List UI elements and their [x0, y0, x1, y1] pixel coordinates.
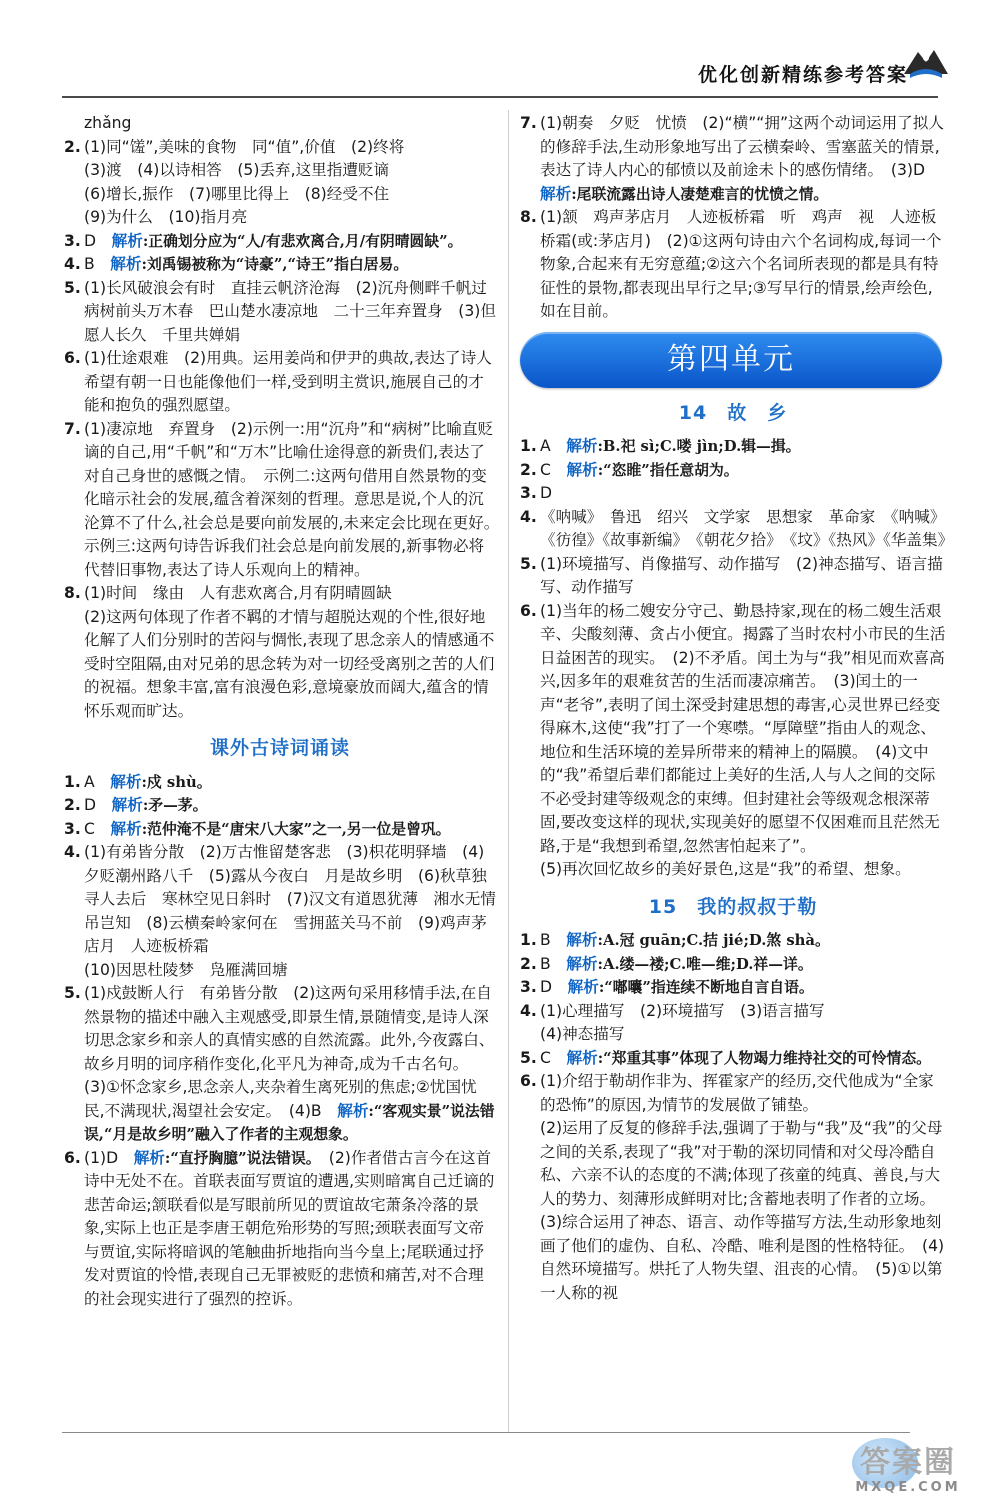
right-block2-continuation: (5)再次回忆故乡的美好景色,这是“我”的希望、想象。	[540, 860, 911, 878]
left-block2	[64, 771, 496, 1312]
answer-main: C	[540, 460, 567, 479]
answer-item	[64, 818, 496, 842]
answer-number: 8.	[64, 584, 81, 602]
answer-number: 6.	[64, 1148, 81, 1167]
analysis-note: :“嘟囔”指连续不断地自言自语。	[598, 979, 814, 996]
analysis-note: :A.冠 guān;C.拮 jié;D.煞 shà。	[597, 932, 830, 949]
answer-main: B	[84, 255, 111, 273]
answer-main: C	[540, 1048, 567, 1067]
answer-main: B	[540, 931, 567, 949]
answer-item	[64, 112, 496, 136]
column-divider	[508, 110, 509, 1432]
page-header	[0, 0, 1000, 100]
right-column	[520, 112, 954, 1305]
answer-text	[540, 1047, 946, 1071]
analysis-label: 解析	[111, 231, 143, 250]
footer-rule	[62, 1432, 910, 1433]
answer-main: zhǎng	[84, 114, 132, 132]
analysis-label: 解析	[110, 255, 142, 273]
analysis-label: 解析	[566, 1048, 598, 1067]
analysis-note: :“客观实景”说法错误,“月是故乡明”融入了作者的主观想象。	[84, 1102, 495, 1143]
answer-number: 5.	[520, 1048, 537, 1067]
analysis-label: 解析	[540, 184, 572, 203]
right-block3	[520, 929, 946, 1117]
answer-item	[64, 418, 508, 583]
analysis-label: 解析	[566, 954, 598, 973]
answer-text	[84, 1147, 496, 1312]
watermark-big: 答案圈	[860, 1445, 956, 1480]
answer-item	[520, 112, 946, 206]
answer-number: 4.	[64, 843, 81, 861]
right-block3-continuation: (2)运用了反复的修辞手法,强调了于勒与“我”及“我”的父母之间的关系,表现了“我”对于勒的深切同情和对父母冷酷自私、六亲不认的态度的不满;体现了孩童的纯真、善良,与大人的势力、刻薄形成鲜明对比;含蓄地表明了作者的立场。 (3)综合运用了神态、语言、动作等描写方法,生动形象地刻画了他们的虚伪、自私、冷酷、唯利是图的性格特征。 (4)自然环境描写。烘托了人物失望、沮丧的心情。 (5)①以第一人称的视	[540, 1119, 945, 1302]
answer-main: (1)仕途艰难 (2)用典。运用姜尚和伊尹的典故,表达了诗人希望有朝一日也能像他们一样,受到明主赏识,施展自己的才能和抱负的强烈愿望。	[84, 349, 492, 414]
left-block1-continuation: (2)这两句体现了作者不羁的才情与超脱达观的个性,很好地化解了人们分别时的苦闷与惆怅,表现了思念亲人的情感通不受时空阻隔,由对兄弟的思念转为对一切经受离别之苦的人们的祝福。想象丰富,富有浪漫色彩,意境豪放而阔大,蕴含的情怀乐观而旷达。	[84, 607, 495, 720]
answer-number: 2.	[64, 796, 81, 814]
answer-number: 2.	[64, 137, 81, 156]
answer-text	[84, 771, 496, 795]
right-block1	[520, 112, 946, 324]
answer-text	[84, 418, 508, 583]
left-column	[64, 112, 508, 1311]
answer-text	[84, 136, 496, 230]
answer-number: 7.	[520, 114, 537, 132]
answer-text	[84, 277, 503, 348]
unit-banner: 第四单元	[520, 332, 942, 388]
analysis-label: 解析	[110, 772, 142, 791]
left-block1	[64, 112, 508, 606]
answer-item	[64, 771, 496, 795]
answer-main: (1)心理描写 (2)环境描写 (3)语言描写 (4)神态描写	[540, 1001, 825, 1043]
analysis-note: :A.缕—褛;C.唯—维;D.祥—详。	[597, 955, 813, 973]
answer-item	[520, 976, 946, 1000]
answer-item	[520, 1000, 946, 1047]
answer-text	[540, 553, 946, 600]
answer-main: B	[540, 954, 567, 973]
answer-main: (1)有弟皆分散 (2)万古惟留楚客悲 (3)枳花明驿墙 (4)夕贬潮州路八千 (5)露从今夜白 月是故乡明 (6)秋草独寻人去后 寒林空见日斜时 (7)汉文有道恩犹薄 湘水无情吊岂知 (8)云横秦岭家何在 雪拥蓝关马不前 (9)鸡声茅店月 人迹板桥霜 (10)因思杜陵梦 凫雁满回塘	[84, 843, 496, 979]
analysis-note: :“郑重其事”体现了人物竭力维持社交的可怜情态。	[597, 1049, 931, 1067]
answer-number: 6.	[520, 601, 537, 620]
analysis-note: :“直抒胸臆”说法错误。	[164, 1149, 314, 1167]
answer-item	[520, 929, 946, 953]
answer-main: (1)同“馐”,美味的食物 同“值”,价值 (2)终将 (3)渡 (4)以诗相答 (5)丢弃,这里指遭贬谪 (6)增长,振作 (7)哪里比得上 (8)经受不住 (9)为什么 (10)指月亮	[84, 137, 405, 226]
answer-number: 1.	[520, 931, 537, 949]
answer-item	[64, 1147, 496, 1312]
analysis-label: 解析	[566, 931, 598, 949]
section-title-extra-poems: 课外古诗词诵读	[209, 737, 350, 759]
section-title-yule: 15 我的叔叔于勒	[648, 895, 818, 918]
answer-text	[84, 347, 496, 418]
answer-item	[520, 506, 954, 553]
answer-main: A	[84, 772, 111, 791]
answer-text	[540, 482, 946, 506]
answer-text	[84, 230, 496, 254]
analysis-label: 解析	[566, 437, 598, 455]
answer-main: (1)颔 鸡声茅店月 人迹板桥霜 听 鸡声 视 人迹板桥霜(或:茅店月) (2)①这两句诗由六个名词构成,每词一个物象,合起来有无穷意蕴;②这六个名词所表现的都是具有特征性的景物,都表现出早行之早;③写早行的情景,绘声绘色,如在目前。	[540, 208, 942, 320]
answer-main: D	[84, 796, 112, 814]
answer-main: C	[84, 819, 111, 838]
answer-main: (1)介绍于勒胡作非为、挥霍家产的经历,交代他成为“全家的恐怖”的原因,为情节的发展做了铺垫。	[540, 1072, 934, 1114]
answer-item	[520, 206, 946, 324]
answer-text	[540, 976, 946, 1000]
answer-number: 8.	[520, 208, 537, 226]
analysis-note: :范仲淹不是“唐宋八大家”之一,另一位是曾巩。	[141, 820, 451, 838]
analysis-note: :矛—茅。	[142, 797, 208, 814]
analysis-note: :B.祀 sì;C.喽 jìn;D.辑—揖。	[597, 438, 801, 455]
answer-item	[520, 1047, 946, 1071]
answer-text	[84, 112, 496, 136]
answer-item	[64, 277, 503, 348]
answer-number: 4.	[520, 1001, 537, 1020]
analysis-label: 解析	[133, 1148, 165, 1167]
answer-text	[540, 953, 946, 977]
answer-number: 3.	[64, 231, 81, 250]
answer-text	[540, 459, 946, 483]
answer-number: 5.	[64, 278, 81, 297]
answer-text	[540, 112, 946, 206]
answer-item	[64, 253, 496, 277]
right-block2	[520, 435, 954, 858]
analysis-label: 解析	[337, 1101, 369, 1120]
answer-main: D	[540, 484, 553, 502]
answer-number: 1.	[520, 437, 537, 455]
answer-text	[84, 982, 496, 1147]
answer-item	[520, 435, 946, 459]
answer-text	[540, 929, 946, 953]
answer-main: (1)凄凉地 弃置身 (2)示例一:用“沉舟”和“病树”比喻直贬谪的自己,用“千帆”和“万木”比喻仕途得意的新贵们,表达了对自己身世的感慨之情。 示例二:这两句借用自然景物的变化暗示社会的发展,蕴含着深刻的哲理。意思是说,个人的沉沦算不了什么,社会总是要向前发展的,未来定会比现在更好。 示例三:这两句诗告诉我们社会总是向前发展的,新事物必将代替旧事物,表达了诗人乐观向上的精神。	[84, 419, 508, 579]
answer-number: 6.	[64, 349, 81, 367]
answer-after: (2)作者借古言今在这首诗中无处不在。首联表面写贾谊的遭遇,实则暗寓自己迁谪的悲苦命运;颔联看似是写眼前所见的贾谊故宅萧条冷落的景象,实际上也正是李唐王朝危殆形势的写照;颈联表面写文帝与贾谊,实际将暗讽的笔触曲折地指向当今皇上;尾联通过抒发对贾谊的怜惜,表现自己无罪被贬的悲愤和痛苦,对不合理的社会现实进行了强烈的控诉。	[84, 1148, 495, 1308]
answer-number: 2.	[520, 460, 537, 479]
answer-main: (1)环境描写、肖像描写、动作描写 (2)神态描写、语言描写、动作描写	[540, 554, 943, 596]
answer-number: 3.	[520, 484, 537, 502]
answer-number: 2.	[520, 954, 537, 973]
analysis-note: :戍 shù。	[141, 773, 212, 791]
answer-number: 5.	[520, 554, 537, 573]
answer-item	[64, 841, 496, 982]
answer-number: 7.	[64, 419, 81, 438]
answer-item	[520, 1070, 946, 1117]
analysis-note: :“恣睢”指任意胡为。	[597, 461, 739, 479]
answer-number: 1.	[64, 772, 81, 791]
answer-item	[64, 347, 496, 418]
answer-main: 《呐喊》 鲁迅 绍兴 文学家 思想家 革命家 《呐喊》《彷徨》《故事新编》 《朝花夕拾》 《坟》《热风》《华盖集》	[540, 507, 954, 549]
answer-main: (1)戍鼓断人行 有弟皆分散 (2)这两句采用移情手法,在自然景物的描述中融入主观感受,即景生情,景随情变,是诗人深切思念家乡和亲人的真情实感的自然流露。此外,今夜露白、故乡月明的词序稍作变化,化平凡为神奇,成为千古名句。 (3)①怀念家乡,思念亲人,夹杂着生离死别的焦虑;②忧国忧民,不满现状,渴望社会安定。 (4)B	[84, 984, 495, 1120]
answer-number	[64, 112, 84, 136]
book-logo-icon	[900, 44, 952, 84]
watermark	[820, 1446, 996, 1495]
answer-text	[84, 818, 496, 842]
answer-number: 5.	[64, 984, 81, 1002]
answer-item	[64, 582, 496, 606]
answer-main: A	[540, 437, 567, 455]
answer-text	[84, 253, 496, 277]
answer-item	[520, 482, 946, 506]
analysis-label: 解析	[110, 819, 142, 838]
answer-item	[520, 459, 946, 483]
analysis-label: 解析	[567, 978, 599, 996]
header-rule	[62, 96, 938, 98]
answer-text	[84, 794, 496, 818]
answer-number: 6.	[520, 1072, 537, 1090]
answer-text	[540, 1000, 946, 1047]
answer-item	[520, 953, 946, 977]
analysis-label: 解析	[111, 796, 143, 814]
answer-main: D	[540, 978, 568, 996]
answer-text	[540, 435, 946, 459]
watermark-small: MXQE.COM	[855, 1480, 961, 1495]
answer-main: (1)时间 缘由 人有悲欢离合,月有阴晴圆缺	[84, 584, 392, 602]
answer-item	[64, 982, 496, 1147]
answer-main: (1)长风破浪会有时 直挂云帆济沧海 (2)沉舟侧畔千帆过 病树前头万木春 巴山楚水凄凉地 二十三年弃置身 (3)但愿人长久 千里共婵娟	[84, 278, 503, 344]
answer-text	[84, 841, 496, 982]
answer-item	[64, 230, 496, 254]
answer-item	[64, 794, 496, 818]
answer-text	[540, 600, 946, 859]
answer-item	[520, 600, 946, 859]
answer-number: 3.	[520, 978, 537, 996]
answer-main: D	[84, 231, 112, 250]
analysis-label: 解析	[566, 460, 598, 479]
answer-main: (1)当年的杨二嫂安分守己、勤恳持家,现在的杨二嫂生活艰辛、尖酸刻薄、贪占小便宜。揭露了当时农村小市民的生活日益困苦的现实。 (2)不矛盾。闰土为与“我”相见而欢喜高兴,因多年的艰难贫苦的生活而凄凉痛苦。 (3)闰土的一声“老爷”,表明了闰土深受封建思想的毒害,心灵世界已经变得麻木,这使“我”打了一个寒噤。“厚障壁”指由人的观念、地位和生活环境的差异所带来的精神上的隔膜。 (4)文中的“我”希望后辈们都能过上美好的生活,人与人之间的交际不必受封建等级观念的束缚。但封建社会等级观念根深蒂固,要改变这样的现状,实现美好的愿望不仅困难而且茫然无路,于是“我想到希望,忽然害怕起来了”。	[540, 601, 946, 855]
answer-item	[520, 553, 946, 600]
analysis-note: :正确划分应为“人/有悲欢离合,月/有阴晴圆缺”。	[142, 232, 463, 250]
answer-main: (1)D	[84, 1148, 134, 1167]
answer-text	[84, 582, 496, 606]
answer-text	[540, 206, 946, 324]
answer-main: (1)朝奏 夕贬 忧愤 (2)“横”“拥”这两个动词运用了拟人的修辞手法,生动形象地写出了云横秦岭、雪塞蓝关的情景,表达了诗人内心的郁愤以及前途未卜的感伤情绪。 (3)D	[540, 114, 944, 179]
answer-number: 4.	[64, 255, 81, 273]
answer-text	[540, 506, 954, 553]
analysis-note: :刘禹锡被称为“诗豪”,“诗王”指白居易。	[141, 256, 409, 273]
header-title: 优化创新精练参考答案	[697, 64, 908, 86]
answer-number: 4.	[520, 507, 537, 526]
answer-number: 3.	[64, 819, 81, 838]
section-title-guxiang: 14 故 乡	[678, 401, 788, 424]
answer-text	[540, 1070, 946, 1117]
analysis-note: :尾联流露出诗人凄楚难言的忧愤之情。	[571, 185, 829, 203]
answer-item	[64, 136, 496, 230]
